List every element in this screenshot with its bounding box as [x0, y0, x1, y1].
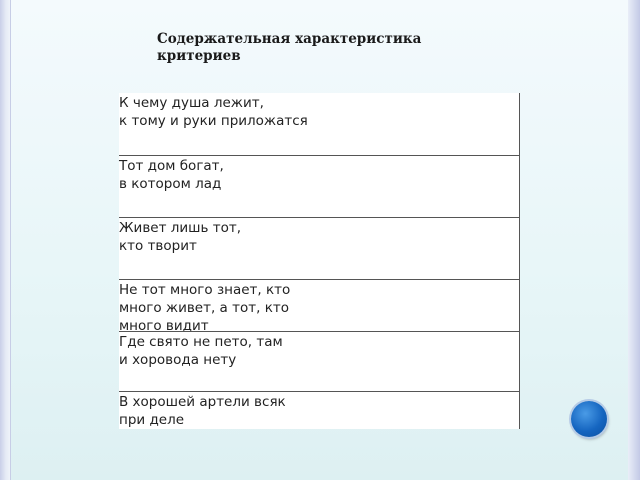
table-row	[119, 155, 519, 217]
table-row	[119, 217, 519, 279]
table-row	[119, 93, 519, 155]
table-cell: Не тот много знает, кто много живет, а тот, кто много видит	[119, 282, 291, 334]
table-cell: Живет лишь тот, кто творит	[119, 220, 242, 254]
table-row	[119, 391, 519, 429]
table-cell: В хорошей артели всяк при деле	[119, 394, 286, 428]
table-cell: К чему душа лежит, к тому и руки приложатся	[119, 95, 308, 129]
circle-button-icon[interactable]	[571, 401, 607, 437]
slide-title: Содержательная характеристика критериев	[157, 31, 422, 64]
slide-right-edge	[628, 0, 640, 480]
proverbs-table	[119, 93, 520, 429]
table-row	[119, 279, 519, 334]
table-row	[119, 331, 519, 391]
table-cell: Где свято не пето, там и хоровода нету	[119, 334, 283, 368]
table-cell: Тот дом богат, в котором лад	[119, 158, 224, 192]
